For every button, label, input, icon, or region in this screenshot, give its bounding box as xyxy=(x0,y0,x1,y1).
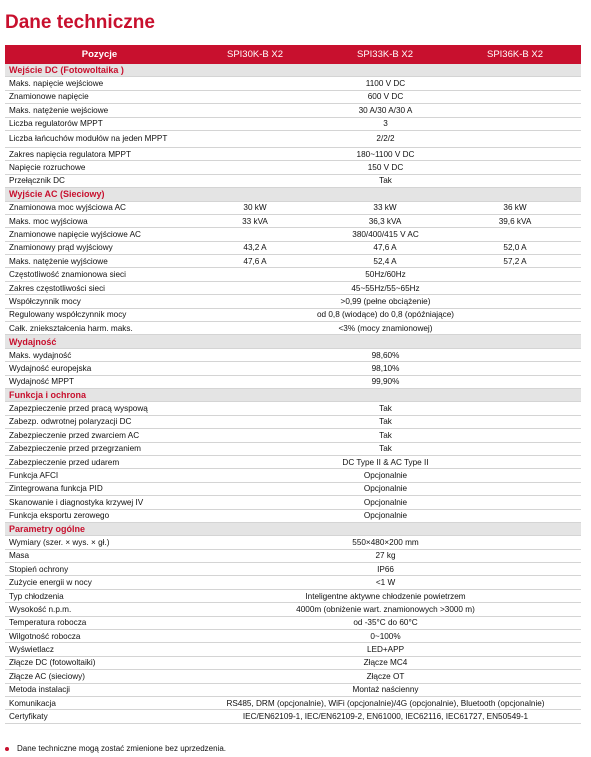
table-row xyxy=(5,268,581,281)
table-row xyxy=(5,161,581,174)
row-label: Zakres częstotliwości sieci xyxy=(9,283,105,293)
row-value: 3 xyxy=(383,119,388,129)
table-row xyxy=(5,670,581,683)
row-label: Znamionowy prąd wyjściowy xyxy=(9,243,113,253)
row-value: 45~55Hz/55~65Hz xyxy=(351,283,420,293)
row-label: Stopień ochrony xyxy=(9,564,69,574)
row-value-model-1: 47,6 A xyxy=(243,256,267,266)
row-value: 380/400/415 V AC xyxy=(352,229,419,239)
row-value: Tak xyxy=(379,430,392,440)
row-value: Tak xyxy=(379,444,392,454)
section-header: Wydajność xyxy=(5,335,581,348)
row-value-model-3: 57,2 A xyxy=(503,256,527,266)
row-value: 600 V DC xyxy=(367,92,404,102)
row-label: Znamionowe napięcie xyxy=(9,92,89,102)
row-value: Tak xyxy=(379,417,392,427)
row-value: 1100 V DC xyxy=(365,79,406,89)
footnote-text: Dane techniczne mogą zostać zmienione bez uprzedzenia. xyxy=(17,744,227,753)
row-value-model-1: 30 kW xyxy=(243,203,267,213)
row-value: DC Type II & AC Type II xyxy=(342,457,429,467)
row-value-model-2: 33 kW xyxy=(373,203,397,213)
header-col-model-3: SPI36K-B X2 xyxy=(487,49,543,60)
row-label: Liczba regulatorów MPPT xyxy=(9,119,103,129)
row-value-model-1: 33 kVA xyxy=(242,216,268,226)
row-value-model-2: 52,4 A xyxy=(373,256,397,266)
row-value: 0~100% xyxy=(370,631,401,641)
row-label: Maks. natężenie wejściowe xyxy=(9,105,109,115)
row-value: 180~1100 V DC xyxy=(356,149,415,159)
table-row xyxy=(5,456,581,469)
row-label: Całk. zniekształcenia harm. maks. xyxy=(9,323,133,333)
row-value: Opcjonalnie xyxy=(363,484,408,494)
table-row xyxy=(5,215,581,228)
row-label: Maks. natężenie wyjściowe xyxy=(9,256,108,266)
row-value-model-3: 52,0 A xyxy=(503,243,527,253)
row-label: Masa xyxy=(9,551,30,561)
row-value: 150 V DC xyxy=(367,163,404,173)
table-row xyxy=(5,376,581,389)
table-row xyxy=(5,590,581,603)
row-label: Zabezp. odwrotnej polaryzacji DC xyxy=(9,417,132,427)
table-row xyxy=(5,617,581,630)
table-row xyxy=(5,309,581,322)
row-value: Złącze OT xyxy=(366,671,405,681)
table-row xyxy=(5,536,581,549)
row-label: Przełącznik DC xyxy=(9,176,65,186)
row-value: IP66 xyxy=(377,564,394,574)
row-value: 98,10% xyxy=(371,363,400,373)
section-header: Wejście DC (Fotowoltaika ) xyxy=(5,64,581,77)
table-row xyxy=(5,550,581,563)
table-row xyxy=(5,469,581,482)
row-value-model-3: 39,6 kVA xyxy=(498,216,532,226)
row-label: Wyświetlacz xyxy=(9,645,54,655)
row-value: IEC/EN62109-1, IEC/EN62109-2, EN61000, IEC62116, IEC61727, EN50549-1 xyxy=(242,712,529,722)
table-row xyxy=(5,362,581,375)
table-row xyxy=(5,603,581,616)
table-row xyxy=(5,576,581,589)
table-row xyxy=(5,228,581,241)
row-value: Opcjonalnie xyxy=(363,511,408,521)
row-label: Certyfikaty xyxy=(9,712,48,722)
row-label: Zintegrowana funkcja PID xyxy=(9,484,103,494)
row-value-model-1: 43,2 A xyxy=(243,243,267,253)
section-header: Parametry ogólne xyxy=(5,523,581,536)
row-label: Metoda instalacji xyxy=(9,685,70,695)
row-label: Maks. moc wyjściowa xyxy=(9,216,88,226)
table-row xyxy=(5,697,581,710)
row-value-model-3: 36 kW xyxy=(503,203,527,213)
table-row xyxy=(5,510,581,523)
row-label: Regulowany współczynnik mocy xyxy=(9,310,127,320)
row-value-model-2: 36,3 kVA xyxy=(368,216,402,226)
table-row xyxy=(5,77,581,90)
row-value: 27 kg xyxy=(375,551,396,561)
table-row xyxy=(5,242,581,255)
row-label: Funkcja eksportu zerowego xyxy=(9,511,110,521)
row-value: <1 W xyxy=(375,578,396,588)
table-row xyxy=(5,657,581,670)
table-row xyxy=(5,322,581,335)
header-col-position: Pozycje xyxy=(81,49,118,60)
row-label: Złącze DC (fotowoltaiki) xyxy=(9,658,96,668)
row-value: RS485, DRM (opcjonalnie), WiFi (opcjonalnie)/4G (opcjonalnie), Bluetooth (opcjonalnie) xyxy=(226,698,545,708)
bullet-icon xyxy=(5,747,9,751)
row-label: Współczynnik mocy xyxy=(9,296,81,306)
header-col-model-2: SPI33K-B X2 xyxy=(357,49,413,60)
table-row xyxy=(5,710,581,723)
table-row xyxy=(5,429,581,442)
row-label: Napięcie rozruchowe xyxy=(9,163,86,173)
row-label: Złącze AC (sieciowy) xyxy=(9,671,85,681)
row-value: Złącze MC4 xyxy=(363,658,408,668)
table-row xyxy=(5,684,581,697)
row-label: Funkcja AFCI xyxy=(9,471,59,481)
row-value: Opcjonalnie xyxy=(363,471,408,481)
page-title: Dane techniczne xyxy=(5,12,155,33)
row-label: Typ chłodzenia xyxy=(9,591,64,601)
row-value: LED+APP xyxy=(366,645,405,655)
row-label: Wydajność MPPT xyxy=(9,377,74,387)
row-label: Skanowanie i diagnostyka krzywej IV xyxy=(9,497,144,507)
row-label: Znamionowa moc wyjściowa AC xyxy=(9,203,126,213)
row-label: Częstotliwość znamionowa sieci xyxy=(9,270,126,280)
row-label: Zabezpieczenie przed zwarciem AC xyxy=(9,430,140,440)
table-row xyxy=(5,148,581,161)
row-label: Zabezpieczenie przed przegrzaniem xyxy=(9,444,141,454)
table-row xyxy=(5,402,581,415)
table-row xyxy=(5,483,581,496)
table-row xyxy=(5,496,581,509)
row-value: Montaż naścienny xyxy=(352,685,419,695)
row-value: 50Hz/60Hz xyxy=(365,270,406,280)
row-label: Znamionowe napięcie wyjściowe AC xyxy=(9,229,141,239)
table-row xyxy=(5,91,581,104)
row-label: Zabezpieczenie przed udarem xyxy=(9,457,120,467)
table-row xyxy=(5,416,581,429)
row-label: Wymiary (szer. × wys. × gł.) xyxy=(9,537,110,547)
row-label: Zapezpieczenie przed pracą wyspową xyxy=(9,404,148,414)
table-row xyxy=(5,282,581,295)
row-value: Opcjonalnie xyxy=(363,497,408,507)
row-value: 99,90% xyxy=(371,377,400,387)
row-value: od 0,8 (wiodące) do 0,8 (opóźniające) xyxy=(317,310,454,320)
footnote xyxy=(5,744,226,753)
table-row xyxy=(5,118,581,131)
table-row xyxy=(5,443,581,456)
table-row xyxy=(5,563,581,576)
row-label: Wysokość n.p.m. xyxy=(9,604,72,614)
table-header xyxy=(5,45,581,64)
row-label: Wilgotność robocza xyxy=(9,631,81,641)
row-label: Zakres napięcia regulatora MPPT xyxy=(9,149,131,159)
row-value: 4000m (obniżenie wart. znamionowych >3000 m) xyxy=(296,604,475,614)
specs-table xyxy=(5,45,581,724)
row-value: <3% (mocy znamionowej) xyxy=(338,323,433,333)
row-label: Temperatura robocza xyxy=(9,618,87,628)
row-label: Maks. napięcie wejściowe xyxy=(9,79,104,89)
table-row xyxy=(5,630,581,643)
row-value: Tak xyxy=(379,404,392,414)
row-value: 2/2/2 xyxy=(376,134,395,144)
table-row xyxy=(5,255,581,268)
table-row xyxy=(5,295,581,308)
table-row xyxy=(5,104,581,117)
row-label: Maks. wydajność xyxy=(9,350,72,360)
table-row xyxy=(5,202,581,215)
row-label: Liczba łańcuchów modułów na jeden MPPT xyxy=(9,134,168,144)
row-value: >0,99 (pełne obciążenie) xyxy=(340,296,431,306)
row-value-model-2: 47,6 A xyxy=(373,243,397,253)
row-value: 550×480×200 mm xyxy=(352,537,419,547)
row-value: od -35°C do 60°C xyxy=(353,618,418,628)
table-row xyxy=(5,643,581,656)
table-row xyxy=(5,131,581,148)
row-label: Zużycie energii w nocy xyxy=(9,578,92,588)
row-label: Wydajność europejska xyxy=(9,363,92,373)
row-value: 30 A/30 A/30 A xyxy=(358,105,413,115)
row-value: Inteligentne aktywne chłodzenie powietrzem xyxy=(305,591,466,601)
row-label: Komunikacja xyxy=(9,698,56,708)
row-value: Tak xyxy=(379,176,392,186)
table-row xyxy=(5,175,581,188)
row-value: 98,60% xyxy=(371,350,400,360)
section-header: Funkcja i ochrona xyxy=(5,389,581,402)
section-header: Wyjście AC (Sieciowy) xyxy=(5,188,581,201)
table-row xyxy=(5,349,581,362)
header-col-model-1: SPI30K-B X2 xyxy=(227,49,283,60)
